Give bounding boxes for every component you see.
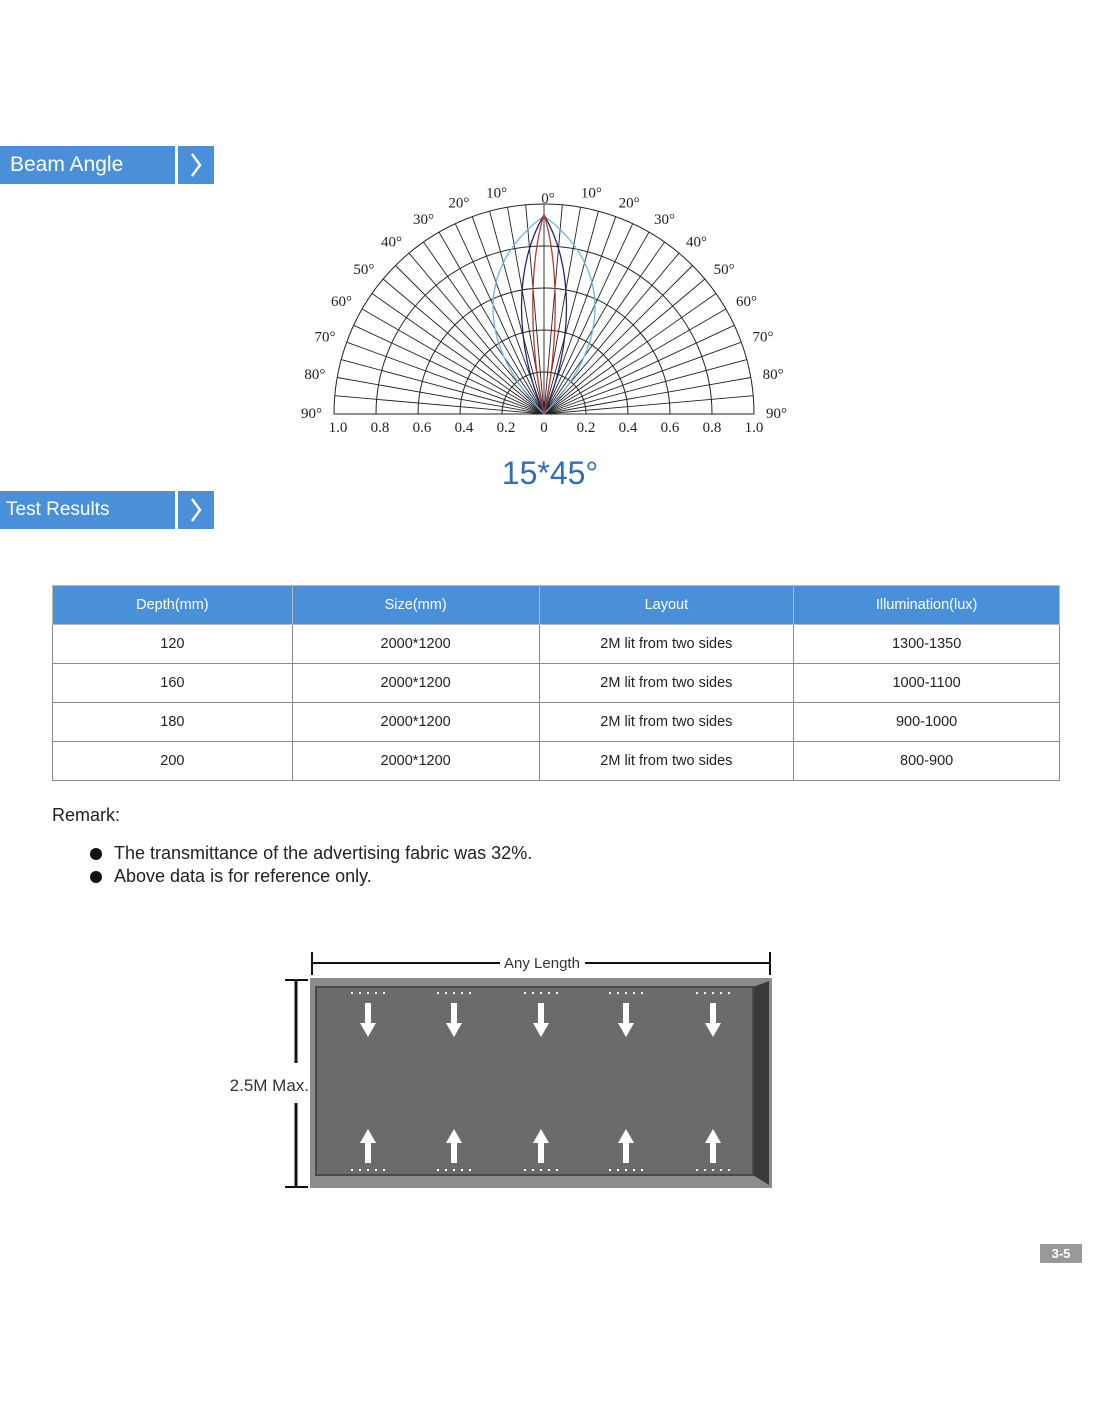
led-dot bbox=[351, 1169, 353, 1171]
cell-layout: 2M lit from two sides bbox=[539, 742, 794, 781]
angle-label: 70° bbox=[314, 329, 336, 346]
cell-depth: 160 bbox=[53, 664, 293, 703]
test-results-heading: Test Results bbox=[0, 491, 175, 529]
led-dot bbox=[469, 992, 471, 994]
radial-label: 0.4 bbox=[618, 420, 638, 436]
led-dot bbox=[728, 992, 730, 994]
angle-label: 20° bbox=[618, 195, 640, 212]
cell-illumination: 1300-1350 bbox=[794, 625, 1060, 664]
header-illumination: Illumination(lux) bbox=[794, 586, 1060, 625]
led-dot bbox=[461, 1169, 463, 1171]
length-label: Any Length bbox=[504, 955, 580, 972]
grid-spoke bbox=[341, 360, 544, 414]
cell-illumination: 900-1000 bbox=[794, 703, 1060, 742]
led-dot bbox=[532, 992, 534, 994]
led-dot bbox=[633, 992, 635, 994]
cell-depth: 200 bbox=[53, 742, 293, 781]
lightbox-layout-diagram bbox=[205, 945, 785, 1195]
led-dot bbox=[720, 992, 722, 994]
led-dot bbox=[609, 992, 611, 994]
angle-label: 80° bbox=[304, 367, 326, 384]
cell-layout: 2M lit from two sides bbox=[539, 664, 794, 703]
cell-illumination: 800-900 bbox=[794, 742, 1060, 781]
chevron-right-icon bbox=[178, 491, 214, 529]
led-dot bbox=[548, 1169, 550, 1171]
led-dot bbox=[461, 992, 463, 994]
angle-label: 10° bbox=[486, 185, 508, 202]
radial-label: 0 bbox=[540, 420, 548, 436]
grid-spoke bbox=[544, 205, 562, 414]
led-dot bbox=[445, 1169, 447, 1171]
page-number-badge: 3-5 bbox=[1040, 1244, 1082, 1263]
led-dot bbox=[540, 1169, 542, 1171]
list-item bbox=[90, 865, 532, 888]
header-layout: Layout bbox=[539, 586, 794, 625]
height-label: 2.5M Max. bbox=[229, 1076, 309, 1095]
angle-label: 0° bbox=[541, 191, 555, 207]
led-dot bbox=[712, 992, 714, 994]
grid-spoke bbox=[544, 396, 753, 414]
led-dot bbox=[383, 1169, 385, 1171]
led-dot bbox=[524, 1169, 526, 1171]
led-dot bbox=[453, 1169, 455, 1171]
led-dot bbox=[617, 1169, 619, 1171]
table-header-row bbox=[53, 586, 1060, 625]
led-dot bbox=[359, 1169, 361, 1171]
beam-angle-section-tab bbox=[0, 146, 214, 184]
angle-label: 60° bbox=[736, 294, 757, 310]
angle-label: 60° bbox=[331, 294, 352, 310]
led-dot bbox=[375, 992, 377, 994]
radial-label: 0.6 bbox=[660, 420, 680, 436]
grid-spoke bbox=[335, 396, 544, 414]
led-dot bbox=[548, 992, 550, 994]
table-row bbox=[53, 625, 1060, 664]
beam-angle-heading: Beam Angle bbox=[0, 146, 175, 184]
angle-label: 80° bbox=[762, 367, 784, 384]
led-dot bbox=[609, 1169, 611, 1171]
bullet-icon bbox=[90, 848, 102, 860]
led-dot bbox=[617, 992, 619, 994]
led-dot bbox=[556, 992, 558, 994]
angle-label: 20° bbox=[448, 195, 470, 212]
led-dot bbox=[696, 1169, 698, 1171]
cell-illumination: 1000-1100 bbox=[794, 664, 1060, 703]
cell-size: 2000*1200 bbox=[292, 664, 539, 703]
header-size: Size(mm) bbox=[292, 586, 539, 625]
radial-label: 0.6 bbox=[412, 420, 432, 436]
led-dot bbox=[641, 1169, 643, 1171]
angle-label: 10° bbox=[580, 185, 602, 202]
led-dot bbox=[728, 1169, 730, 1171]
led-dot bbox=[633, 1169, 635, 1171]
cell-layout: 2M lit from two sides bbox=[539, 703, 794, 742]
cell-size: 2000*1200 bbox=[292, 625, 539, 664]
led-dot bbox=[383, 992, 385, 994]
radial-label: 0.2 bbox=[576, 420, 596, 436]
led-dot bbox=[375, 1169, 377, 1171]
table-row bbox=[53, 703, 1060, 742]
header-depth: Depth(mm) bbox=[53, 586, 293, 625]
test-results-section-tab bbox=[0, 491, 214, 529]
led-dot bbox=[437, 992, 439, 994]
angle-label: 30° bbox=[654, 212, 675, 228]
cell-size: 2000*1200 bbox=[292, 742, 539, 781]
cell-depth: 180 bbox=[53, 703, 293, 742]
remark-text: The transmittance of the advertising fabric was 32%. bbox=[114, 843, 533, 863]
cell-depth: 120 bbox=[53, 625, 293, 664]
angle-label: 90° bbox=[766, 406, 787, 422]
radial-label: 0.8 bbox=[702, 420, 722, 436]
led-dot bbox=[712, 1169, 714, 1171]
radial-label: 0.2 bbox=[496, 420, 516, 436]
height-dimension bbox=[230, 980, 309, 1187]
grid-spoke bbox=[544, 360, 747, 414]
angle-label: 40° bbox=[686, 234, 707, 251]
led-dot bbox=[625, 992, 627, 994]
test-results-table bbox=[52, 585, 1060, 781]
led-dot bbox=[359, 992, 361, 994]
radial-labels bbox=[329, 420, 764, 436]
led-dot bbox=[720, 1169, 722, 1171]
led-dot bbox=[437, 1169, 439, 1171]
led-dot bbox=[625, 1169, 627, 1171]
radial-label: 0.8 bbox=[370, 420, 390, 436]
led-dot bbox=[367, 1169, 369, 1171]
led-dot bbox=[532, 1169, 534, 1171]
grid-spoke bbox=[526, 205, 544, 414]
remark-title: Remark: bbox=[52, 805, 121, 825]
bullet-icon bbox=[90, 871, 102, 883]
angle-label: 70° bbox=[752, 329, 774, 346]
chevron-right-icon bbox=[178, 146, 214, 184]
led-dot bbox=[704, 1169, 706, 1171]
cell-layout: 2M lit from two sides bbox=[539, 625, 794, 664]
led-dot bbox=[556, 1169, 558, 1171]
led-dot bbox=[704, 992, 706, 994]
led-dot bbox=[469, 1169, 471, 1171]
table-row bbox=[53, 742, 1060, 781]
cell-size: 2000*1200 bbox=[292, 703, 539, 742]
length-dimension bbox=[312, 952, 770, 975]
radial-label: 1.0 bbox=[328, 420, 348, 436]
remark-list bbox=[90, 842, 532, 888]
angle-label: 40° bbox=[381, 234, 402, 251]
list-item bbox=[90, 842, 532, 865]
remark-text: Above data is for reference only. bbox=[114, 866, 372, 886]
radial-label: 0.4 bbox=[454, 420, 474, 436]
table-row bbox=[53, 664, 1060, 703]
angle-label: 50° bbox=[713, 262, 735, 278]
led-dot bbox=[453, 992, 455, 994]
led-dot bbox=[367, 992, 369, 994]
beam-angle-polar-chart bbox=[290, 180, 810, 450]
led-dot bbox=[445, 992, 447, 994]
angle-label: 50° bbox=[353, 262, 375, 278]
led-dot bbox=[524, 992, 526, 994]
beam-angle-value: 15*45° bbox=[501, 455, 599, 491]
led-dot bbox=[351, 992, 353, 994]
angle-label: 30° bbox=[413, 212, 434, 228]
led-dot bbox=[540, 992, 542, 994]
led-dot bbox=[641, 992, 643, 994]
led-dot bbox=[696, 992, 698, 994]
radial-label: 1.0 bbox=[744, 420, 764, 436]
angle-label: 90° bbox=[301, 406, 322, 422]
